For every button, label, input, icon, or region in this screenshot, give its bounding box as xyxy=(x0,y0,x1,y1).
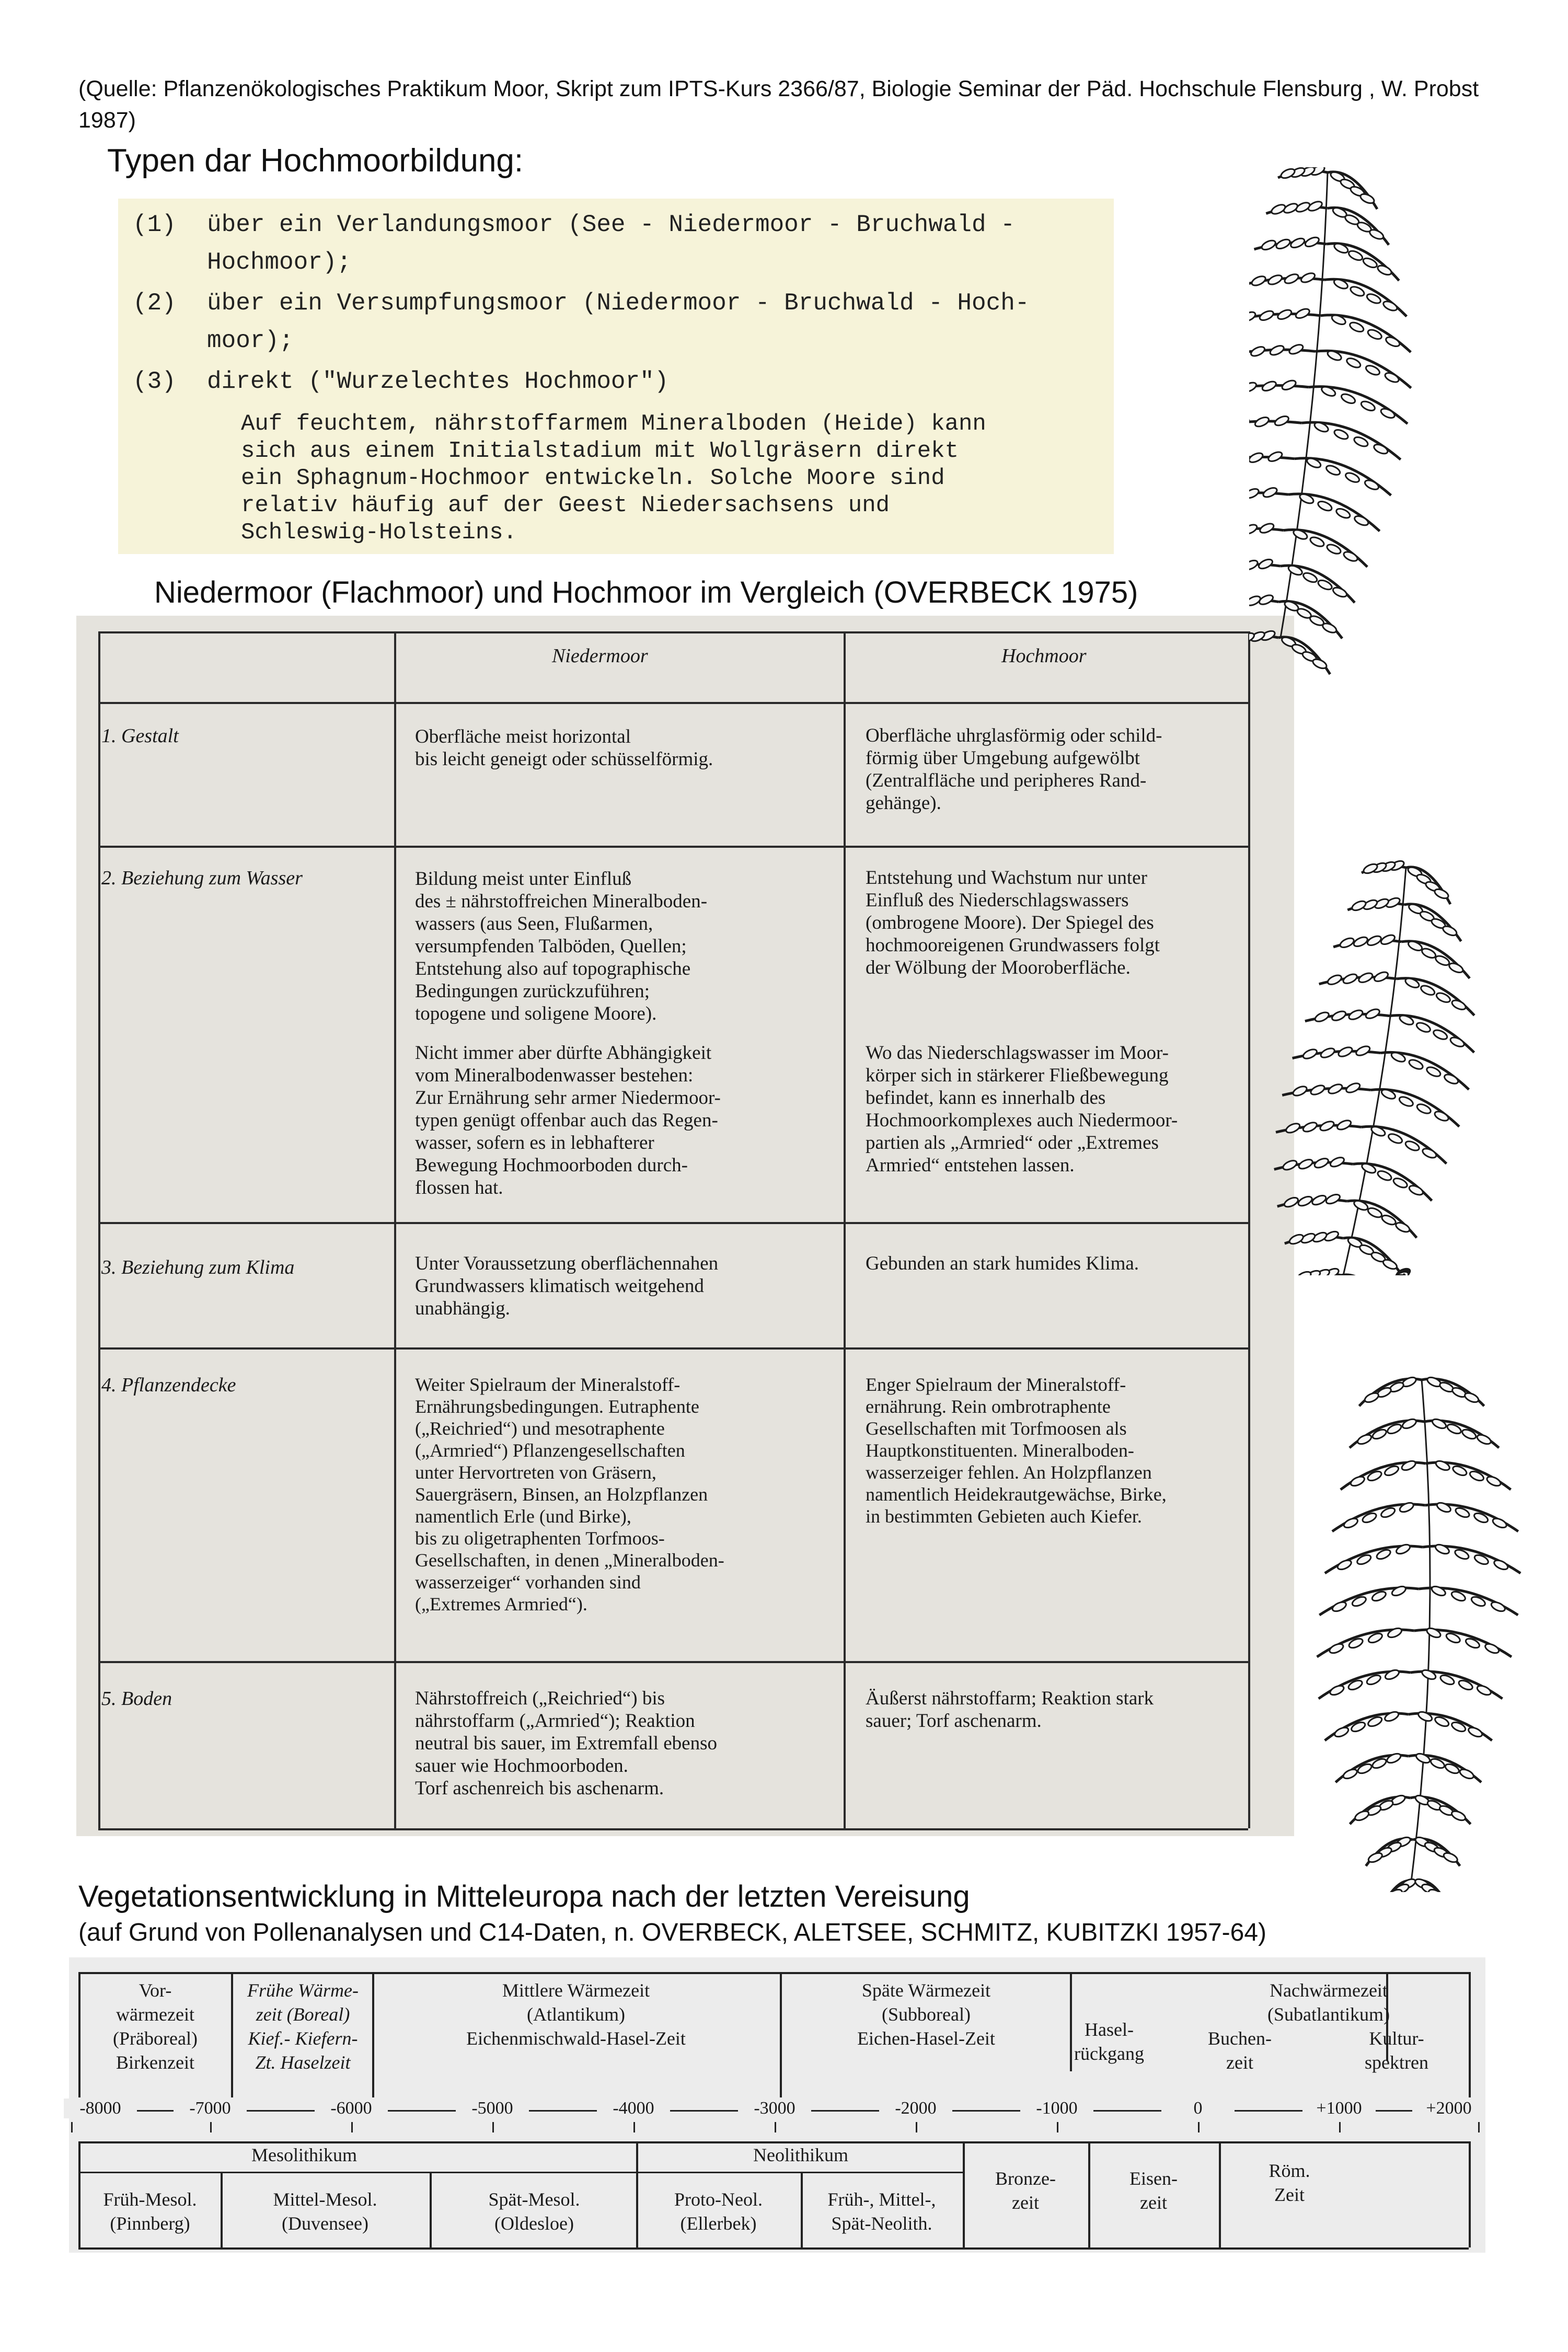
moss-leaf xyxy=(1435,1459,1451,1472)
moss-leaf xyxy=(1356,1433,1373,1446)
moss-leaf xyxy=(1353,936,1369,949)
period-praeboreal: Vor- wärmezeit (Präboreal) Birkenzeit xyxy=(113,1980,198,2073)
moss-leaf xyxy=(1249,523,1258,536)
moss-leaf xyxy=(1434,1543,1450,1556)
axis-tick-label: -1000 xyxy=(1020,2099,1093,2118)
moss-leaf xyxy=(1342,972,1358,985)
moss-leaf xyxy=(1342,550,1358,563)
formation-types-box: (1) über ein Verlandungsmoor (See - Niedermoor - Bruchwald - Hochmoor); (2) über ein Versumpfungsmoor (Niedermoor - Bruchwald - Hoch- moor); (3) direkt ("Wurzelechtes Hochmoor") Auf feuchtem, nährstoffarmem Mineralboden (Heide) kann sich aus einem Initialstadium mit Wollgräsern direkt ein Sphagnum-Hochmoor entwickeln. Solche Moore sind relativ häufig auf der Geest Niedersachsens und Schleswig-Holsteins. xyxy=(118,199,1114,554)
moss-leaf xyxy=(1258,558,1274,571)
moss-leaf xyxy=(1382,299,1398,313)
axis-tick-mark xyxy=(210,2122,212,2132)
period-kulturspektren: Kultur- spektren xyxy=(1365,2028,1428,2073)
moss-leaf xyxy=(1364,1391,1380,1404)
moss-leaf xyxy=(1395,1543,1411,1556)
moss-leaf xyxy=(1259,309,1275,322)
moss-leaf xyxy=(1267,450,1283,463)
moss-leaf xyxy=(1276,308,1293,321)
axis-tick-label: +2000 xyxy=(1412,2099,1485,2118)
period-subboreal: Späte Wärmezeit (Subboreal) Eichen-Hasel-Zeit xyxy=(857,1980,995,2049)
moss-leaf xyxy=(1329,1684,1345,1697)
moss-leaf xyxy=(1297,1158,1313,1171)
moss-leaf xyxy=(1383,371,1400,384)
vegetation-timeline xyxy=(69,1957,1485,2253)
criterion-boden: 5. Boden xyxy=(101,1688,172,1710)
moss-leaf xyxy=(1433,887,1449,901)
moss-leaf xyxy=(1345,356,1362,370)
moss-leaf xyxy=(1398,1095,1414,1108)
criterion-pflanzendecke: 4. Pflanzendecke xyxy=(101,1374,236,1396)
moss-leaf xyxy=(1354,1809,1370,1823)
cell-niedermoor-wasser-2: Nicht immer aber dürfte Abhängigkeit vom Mineralbodenwasser bestehen: Zur Ernährung sehr armer Niedermoor- typen genügt offenbar auch das Regen- wasser, sofern es in lebhafterer Bewegung Hochmoorboden durch- flossen hat. xyxy=(415,1042,721,1198)
moss-leaf xyxy=(1342,1768,1358,1781)
cell-niedermoor-pflanzendecke: Weiter Spielraum der Mineralstoff- Ernährungsbedingungen. Eutraphente („Reichried“) und mesotraphente („Armried“) Pflanzengesellschaften unter Hervortreten von Gräsern, Sauergräsern, Binsen, an Holzpflanzen namentlich Erle (und Birke), bis zu oligetraphenten Torfmoos- Gesellschaften, in denen „Mineralboden- wasserzeiger“ vorhanden sind („Extremes Armried“). xyxy=(415,1374,724,1615)
moss-leaf xyxy=(1373,970,1389,983)
moss-leaf xyxy=(1380,933,1396,947)
moss-leaf xyxy=(1355,1044,1371,1057)
criterion-gestalt: 1. Gestalt xyxy=(101,725,179,747)
moss-leaf xyxy=(1340,393,1356,406)
moss-leaf xyxy=(1249,451,1264,464)
axis-tick-mark xyxy=(492,2122,494,2132)
moss-leaf xyxy=(1295,307,1311,320)
moss-leaf xyxy=(1288,1233,1305,1246)
moss-leaf xyxy=(1285,1122,1301,1135)
source-citation: (Quelle: Pflanzenökologisches Praktikum Moor, Skript zum IPTS-Kurs 2366/87, Biologie Seminar der Päd. Hochschule Flensburg , W. Probst 1987) xyxy=(78,76,1479,133)
moss-leaf xyxy=(1288,343,1304,356)
moss-leaf xyxy=(1493,1559,1509,1572)
moss-leaf xyxy=(1443,1073,1459,1086)
cell-niedermoor-gestalt: Oberfläche meist horizontal bis leicht geneigt oder schüsselförmig. xyxy=(415,726,713,770)
axis-tick-mark xyxy=(1339,2122,1341,2132)
moss-leaf xyxy=(1408,1058,1424,1071)
culture-spaet-mesol: Spät-Mesol. (Oldesloe) xyxy=(488,2189,580,2234)
moss-leaf xyxy=(1261,239,1277,252)
moss-leaf xyxy=(1385,336,1401,349)
culture-frueh-mesol: Früh-Mesol. (Pinnberg) xyxy=(103,2189,197,2234)
axis-tick-mark xyxy=(775,2122,776,2132)
moss-leaf xyxy=(1485,1475,1502,1488)
moss-leaf xyxy=(1348,321,1365,334)
culture-mittel-mesol: Mittel-Mesol. (Duvensee) xyxy=(273,2189,377,2234)
axis-tick-mark xyxy=(1478,2122,1480,2132)
moss-leaf xyxy=(1449,1035,1465,1048)
moss-leaf xyxy=(1281,379,1297,392)
moss-leaf xyxy=(1270,203,1286,216)
moss-leaf xyxy=(1300,271,1316,284)
moss-leaf xyxy=(1408,1184,1424,1197)
moss-leaf xyxy=(1314,1010,1330,1023)
moss-leaf xyxy=(1368,228,1385,241)
moss-leaf xyxy=(1357,971,1374,984)
moss-leaf xyxy=(1459,1768,1475,1781)
moss-leaf xyxy=(1351,900,1367,913)
moss-leaf xyxy=(1421,1147,1437,1160)
comparison-heading: Niedermoor (Flachmoor) und Hochmoor im Vergleich (OVERBECK 1975) xyxy=(154,575,1138,609)
moss-leaf xyxy=(1431,1417,1447,1431)
moss-leaf xyxy=(1337,1045,1353,1058)
moss-leaf xyxy=(1417,1710,1433,1723)
moss-leaf xyxy=(1302,1047,1318,1060)
cell-hochmoor-wasser: Entstehung und Wachstum nur unter Einfluß des Niederschlagswassers (ombrogene Moore). Der Spiegel des hochmooreigenen Grundwassers folgt der Wölbung der Mooroberfläche. xyxy=(866,867,1160,978)
period-haselrueckgang: Hasel- rückgang xyxy=(1074,2019,1144,2064)
moss-leaf xyxy=(1259,522,1275,535)
cell-niedermoor-boden: Nährstoffreich („Reichried“) bis nährstoffarm („Armried“); Reaktion neutral bis sauer, im Extremfall ebenso sauer wie Hochmoorboden. Torf aschenreich bis aschenarm. xyxy=(415,1688,717,1799)
moss-leaf xyxy=(1387,1132,1403,1145)
group-mesolithikum: Mesolithikum xyxy=(251,2145,357,2165)
moss-leaf xyxy=(1364,478,1380,491)
moss-leaf xyxy=(1331,1600,1347,1613)
cell-hochmoor-boden: Äußerst nährstoffarm; Reaktion stark sauer; Torf aschenarm. xyxy=(866,1688,1154,1732)
moss-leaf xyxy=(1476,1684,1492,1697)
moss-leaf xyxy=(1267,273,1283,286)
moss-branch xyxy=(1249,385,1309,392)
period-subatlantikum: Nachwärmezeit (Subatlantikum) xyxy=(1267,1980,1390,2025)
moss-leaf xyxy=(1249,487,1260,500)
types-heading: Typen dar Hochmoorbildung: xyxy=(107,143,524,179)
vegetation-subheading: (auf Grund von Pollenanalysen und C14-Daten, n. OVERBECK, ALETSEE, SCHMITZ, KUBITZKI 1957-64) xyxy=(78,1919,1267,1946)
moss-leaf xyxy=(1362,862,1378,875)
moss-leaf xyxy=(1283,1196,1299,1209)
moss-leaf xyxy=(1349,285,1365,298)
moss-leaf xyxy=(1296,1270,1312,1275)
moss-leaf xyxy=(1327,973,1343,986)
moss-leaf xyxy=(1327,1082,1343,1096)
culture-proto-neol: Proto-Neol. (Ellerbek) xyxy=(674,2189,763,2234)
cell-niedermoor-klima: Unter Voraussetzung oberflächennahen Grundwassers klimatisch weitgehend unabhängig. xyxy=(415,1253,719,1319)
axis-tick-label: -2000 xyxy=(879,2099,952,2118)
column-header-niedermoor: Niedermoor xyxy=(552,645,648,667)
moss-leaf xyxy=(1309,535,1325,548)
moss-leaf xyxy=(1249,594,1262,607)
cell-hochmoor-klima: Gebunden an stark humides Klima. xyxy=(866,1253,1139,1274)
moss-leaf xyxy=(1380,407,1396,420)
moss-leaf xyxy=(1436,1501,1452,1514)
cell-hochmoor-wasser-2: Wo das Niederschlagswasser im Moor- körper sich in stärkerer Fließbewegung befindet, kann es innerhalb des Hochmoorkomplexes auch Niedermoor- partien als „Armried“ oder „Extremes Armried“ entstehen lassen. xyxy=(866,1042,1178,1176)
column-header-hochmoor: Hochmoor xyxy=(1001,645,1087,667)
moss-leaf xyxy=(1254,416,1270,429)
axis-tick-label: +1000 xyxy=(1302,2099,1376,2118)
criterion-wasser: 2. Beziehung zum Wasser xyxy=(101,867,303,889)
moss-leaf xyxy=(1448,962,1464,975)
moss-leaf xyxy=(1376,264,1392,277)
moss-leaf xyxy=(1325,1193,1341,1206)
moss-leaf xyxy=(1329,1156,1345,1169)
period-boreal: Frühe Wärme- zeit (Boreal) Kief.- Kiefern- Zt. Haselzeit xyxy=(247,1980,359,2073)
culture-roemische-zeit: Röm. Zeit xyxy=(1269,2160,1310,2205)
moss-leaf xyxy=(1317,500,1333,513)
axis-tick-mark xyxy=(916,2122,917,2132)
axis-tick-mark xyxy=(1198,2122,1200,2132)
group-neolithikum: Neolithikum xyxy=(753,2145,848,2165)
moss-leaf xyxy=(1401,1417,1417,1431)
moss-leaf xyxy=(1353,514,1369,527)
moss-leaf xyxy=(1431,1585,1447,1598)
moss-leaf xyxy=(1376,1169,1392,1182)
moss-leaf xyxy=(1250,274,1266,287)
moss-leaf xyxy=(1383,1710,1400,1723)
moss-leaf xyxy=(1343,1517,1359,1530)
moss-leaf xyxy=(1304,236,1320,249)
sphagnum-moss-illustration xyxy=(1249,167,1563,1275)
period-buchenzeit: Buchen- zeit xyxy=(1208,2028,1272,2073)
axis-tick-label: -3000 xyxy=(738,2099,811,2118)
axis-tick-label: -4000 xyxy=(597,2099,670,2118)
moss-leaf xyxy=(1382,1258,1398,1271)
moss-leaf xyxy=(1320,1046,1336,1059)
moss-leaf xyxy=(1309,1083,1325,1097)
moss-leaf xyxy=(1433,1110,1449,1123)
moss-leaf xyxy=(1274,414,1290,428)
type-item-2-cont: moor); xyxy=(207,327,294,354)
moss-leaf xyxy=(1325,464,1341,477)
moss-leaf xyxy=(1484,1642,1500,1655)
moss-leaf xyxy=(1345,1081,1361,1094)
axis-tick-label: -8000 xyxy=(64,2099,137,2118)
moss-leaf xyxy=(1289,237,1306,250)
type-item-1-cont: Hochmoor); xyxy=(207,249,352,276)
moss-leaf xyxy=(1331,1009,1347,1022)
moss-leaf xyxy=(1450,1809,1467,1823)
moss-leaf xyxy=(1333,1726,1350,1739)
axis-tick-label: -7000 xyxy=(174,2099,247,2118)
moss-leaf xyxy=(1283,272,1299,285)
moss-leaf xyxy=(1366,935,1382,948)
moss-leaf xyxy=(1302,1121,1318,1134)
moss-leaf xyxy=(1269,344,1285,357)
moss-leaf xyxy=(1373,443,1389,456)
moss-leaf xyxy=(1347,1008,1364,1021)
comparison-table xyxy=(76,616,1294,1836)
moss-leaf xyxy=(1467,1726,1483,1739)
moss-leaf xyxy=(1386,1752,1402,1765)
moss-leaf xyxy=(1421,1668,1437,1681)
moss-leaf xyxy=(1319,1120,1335,1133)
moss-leaf xyxy=(1275,238,1291,251)
moss-leaf xyxy=(1336,1119,1352,1132)
moss-leaf xyxy=(1490,1600,1506,1613)
moss-leaf xyxy=(1463,1391,1480,1404)
moss-leaf xyxy=(1328,1642,1344,1655)
period-atlantikum: Mittlere Wärmezeit (Atlantikum) Eichenmischwald-Hasel-Zeit xyxy=(466,1980,686,2049)
moss-leaf xyxy=(1261,380,1277,393)
moss-leaf xyxy=(1442,925,1458,938)
moss-leaf xyxy=(1443,1851,1459,1864)
moss-leaf xyxy=(1365,1007,1381,1020)
sphagnum-moss-illustration-lower xyxy=(1291,1369,1563,1892)
moss-leaf xyxy=(1249,559,1259,572)
cell-hochmoor-pflanzendecke: Enger Spielraum der Mineralstoff- ernährung. Rein ombrotraphente Gesellschaften mit Torfmoosen als Hauptkonstituenten. Mineralboden- wasserzeiger fehlen. An Holzpflanzen namentlich Heidekrautgewächse, Birke, in bestimmten Gebieten auch Kiefer. xyxy=(866,1374,1167,1527)
moss-leaf xyxy=(1332,586,1348,599)
moss-leaf xyxy=(1311,1194,1327,1207)
moss-leaf xyxy=(1415,1752,1431,1765)
vegetation-heading: Vegetationsentwicklung in Mitteleuropa nach der letzten Vereisung xyxy=(78,1880,970,1913)
cell-hochmoor-gestalt: Oberfläche uhrglasförmig oder schild- förmig über Umgebung aufgewölbt (Zentralfläche und peripheres Rand- gehänge). xyxy=(866,725,1162,814)
axis-tick-mark xyxy=(351,2122,353,2132)
axis-tick-label: -5000 xyxy=(456,2099,529,2118)
moss-leaf xyxy=(1321,621,1338,635)
moss-leaf xyxy=(1394,1221,1411,1234)
moss-leaf xyxy=(1359,192,1375,205)
moss-leaf xyxy=(1282,1159,1298,1172)
moss-leaf xyxy=(1350,1475,1366,1488)
moss-leaf xyxy=(1399,1501,1415,1514)
culture-neolith: Früh-, Mittel-, Spät-Neolith. xyxy=(827,2189,936,2234)
moss-leaf xyxy=(1292,1085,1308,1098)
moss-leaf xyxy=(1400,1459,1416,1472)
moss-leaf xyxy=(1384,1668,1400,1681)
moss-leaf xyxy=(1339,937,1355,950)
moss-leaf xyxy=(1450,998,1467,1011)
axis-tick-label: 0 xyxy=(1161,2099,1235,2118)
moss-leaf xyxy=(1415,1021,1432,1034)
culture-eisenzeit: Eisen- zeit xyxy=(1129,2168,1178,2213)
axis-tick-mark xyxy=(1057,2122,1058,2132)
moss-leaf xyxy=(1425,1627,1442,1640)
moss-leaf xyxy=(1262,486,1278,499)
moss-leaf xyxy=(1367,1851,1383,1864)
axis-tick-label: -6000 xyxy=(315,2099,388,2118)
type-3-description: Auf feuchtem, nährstoffarmem Mineralboden (Heide) kann sich aus einem Initialstadium mit Wollgräsern direkt ein Sphagnum-Hochmoor entwickeln. Solche Moore sind relativ häufig auf der Geest Niedersachsens und Schleswig-Holsteins. xyxy=(241,411,986,546)
moss-leaf xyxy=(1313,1157,1330,1170)
moss-leaf xyxy=(1333,428,1349,441)
axis-tick-mark xyxy=(71,2122,73,2132)
moss-leaf xyxy=(1336,1559,1353,1572)
moss-leaf xyxy=(1476,1433,1492,1446)
moss-leaf xyxy=(1297,1195,1313,1208)
moss-leaf xyxy=(1492,1517,1508,1530)
moss-leaf xyxy=(1311,658,1328,671)
moss-leaf xyxy=(1387,1627,1403,1640)
moss-leaf xyxy=(1279,167,1296,180)
culture-bronzezeit: Bronze- zeit xyxy=(995,2168,1056,2213)
axis-tick-mark xyxy=(633,2122,635,2132)
criterion-klima: 3. Beziehung zum Klima xyxy=(101,1256,295,1278)
cell-niedermoor-wasser: Bildung meist unter Einfluß des ± nährstoffreichen Mineralboden- wassers (aus Seen, Flußarmen, versumpfenden Talböden, Quellen; Entstehung also auf topographische Bedingungen zurückzuführen; topogene und soligene Moore). xyxy=(415,868,708,1024)
moss-leaf xyxy=(1250,345,1266,358)
moss-leaf xyxy=(1391,1585,1407,1598)
